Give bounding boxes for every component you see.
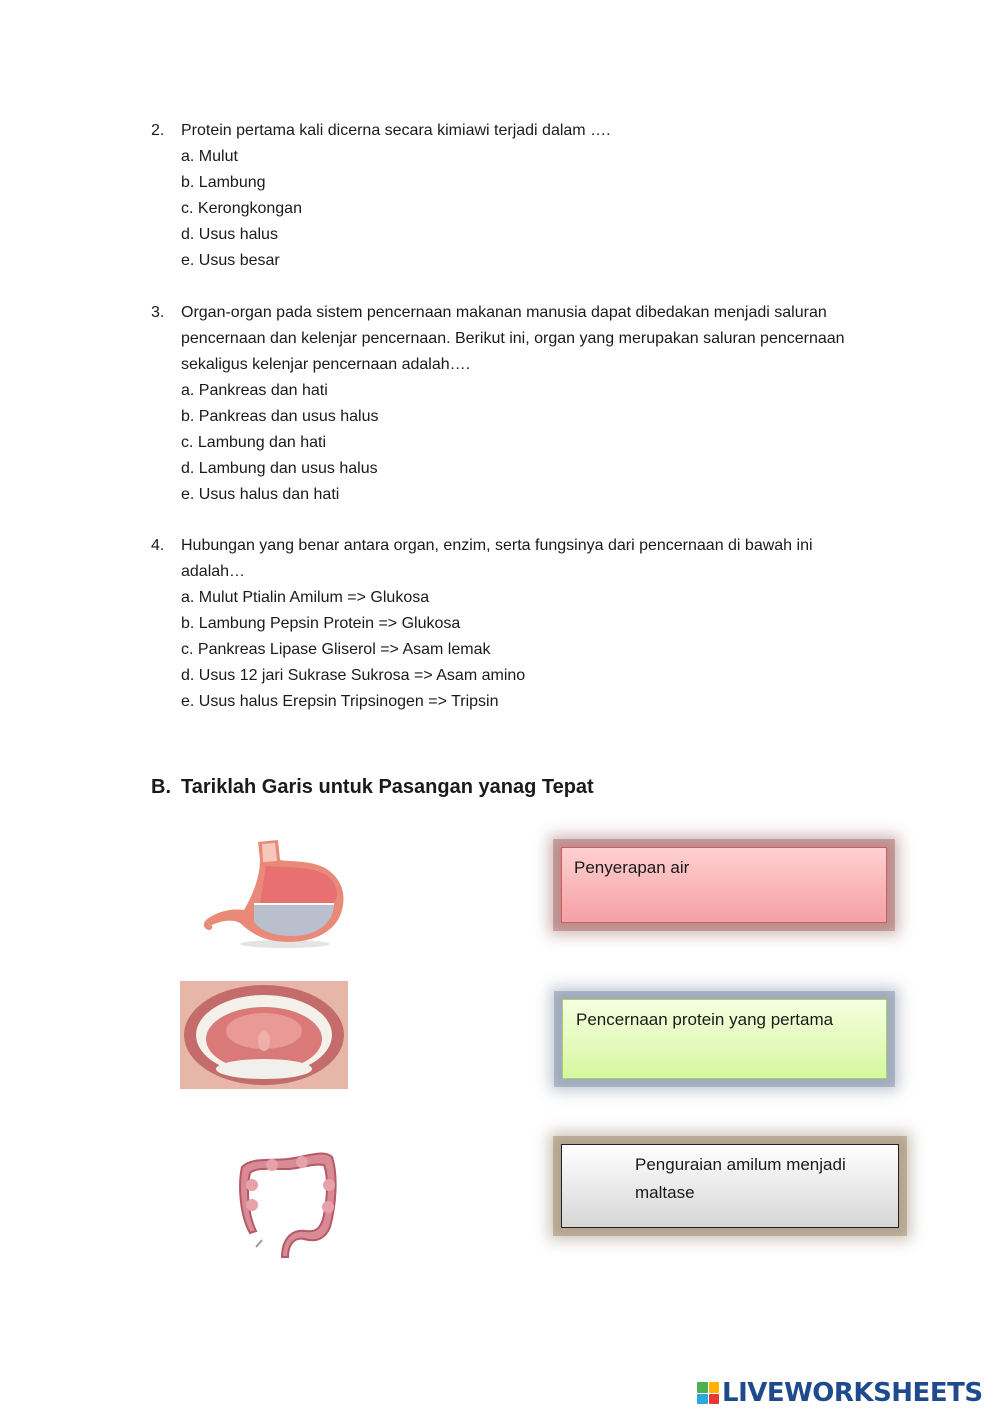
option-b: b. Lambung Pepsin Protein => Glukosa: [181, 615, 461, 632]
question-number: 2.: [151, 122, 165, 139]
liveworksheets-logo: [697, 1376, 983, 1410]
option-c: c. Kerongkongan: [181, 200, 302, 217]
match-text: Penyerapan air: [574, 858, 690, 877]
option-c: c. Lambung dan hati: [181, 434, 326, 451]
question-3: [151, 300, 871, 508]
option-a: a. Mulut Ptialin Amilum => Glukosa: [181, 589, 430, 606]
option-e: e. Usus halus Erepsin Tripsinogen => Tripsin: [181, 693, 499, 710]
match-text: Penguraian amilum menjadi maltase: [635, 1155, 846, 1202]
question-stem: Organ-organ pada sistem pencernaan makanan manusia dapat dibedakan menjadi saluran pencernaan dan kelenjar pencernaan. Berikut ini, organ yang merupakan saluran pencernaan sekaligus kelenjar pencernaan adalah….: [181, 304, 845, 373]
question-stem: Hubungan yang benar antara organ, enzim, serta fungsinya dari pencernaan di bawah ini adalah…: [181, 537, 813, 580]
option-a: a. Pankreas dan hati: [181, 382, 328, 399]
question-number: 4.: [151, 537, 165, 554]
option-d: d. Lambung dan usus halus: [181, 460, 378, 477]
question-2: [151, 118, 871, 274]
match-box-penguraian-amilum[interactable]: [561, 1144, 899, 1228]
brand-name: LIVEWORKSHEETS: [722, 1378, 983, 1408]
option-d: d. Usus halus: [181, 226, 278, 243]
option-c: c. Pankreas Lipase Gliserol => Asam lemak: [181, 641, 491, 658]
stomach-icon: [200, 838, 350, 950]
option-a: a. Mulut: [181, 148, 238, 165]
intestine-icon: [232, 1145, 344, 1267]
section-letter: B.: [151, 776, 171, 798]
option-e: e. Usus halus dan hati: [181, 486, 340, 503]
option-e: e. Usus besar: [181, 252, 280, 269]
option-b: b. Pankreas dan usus halus: [181, 408, 379, 425]
logo-mark-icon: [697, 1382, 719, 1404]
match-text: Pencernaan protein yang pertama: [576, 1010, 834, 1029]
mouth-icon: [180, 981, 348, 1089]
intestine-image[interactable]: [232, 1145, 344, 1267]
match-box-pencernaan-protein[interactable]: [562, 999, 887, 1079]
section-heading: Tariklah Garis untuk Pasangan yanag Tepat: [181, 776, 594, 798]
question-stem: Protein pertama kali dicerna secara kimiawi terjadi dalam ….: [181, 122, 611, 139]
section-b-title: [151, 776, 594, 799]
stomach-image[interactable]: [200, 838, 350, 950]
question-4: [151, 533, 871, 715]
match-box-penyerapan-air[interactable]: [561, 847, 887, 923]
option-d: d. Usus 12 jari Sukrase Sukrosa => Asam amino: [181, 667, 526, 684]
question-number: 3.: [151, 304, 165, 321]
mouth-image[interactable]: [180, 981, 348, 1089]
option-b: b. Lambung: [181, 174, 266, 191]
